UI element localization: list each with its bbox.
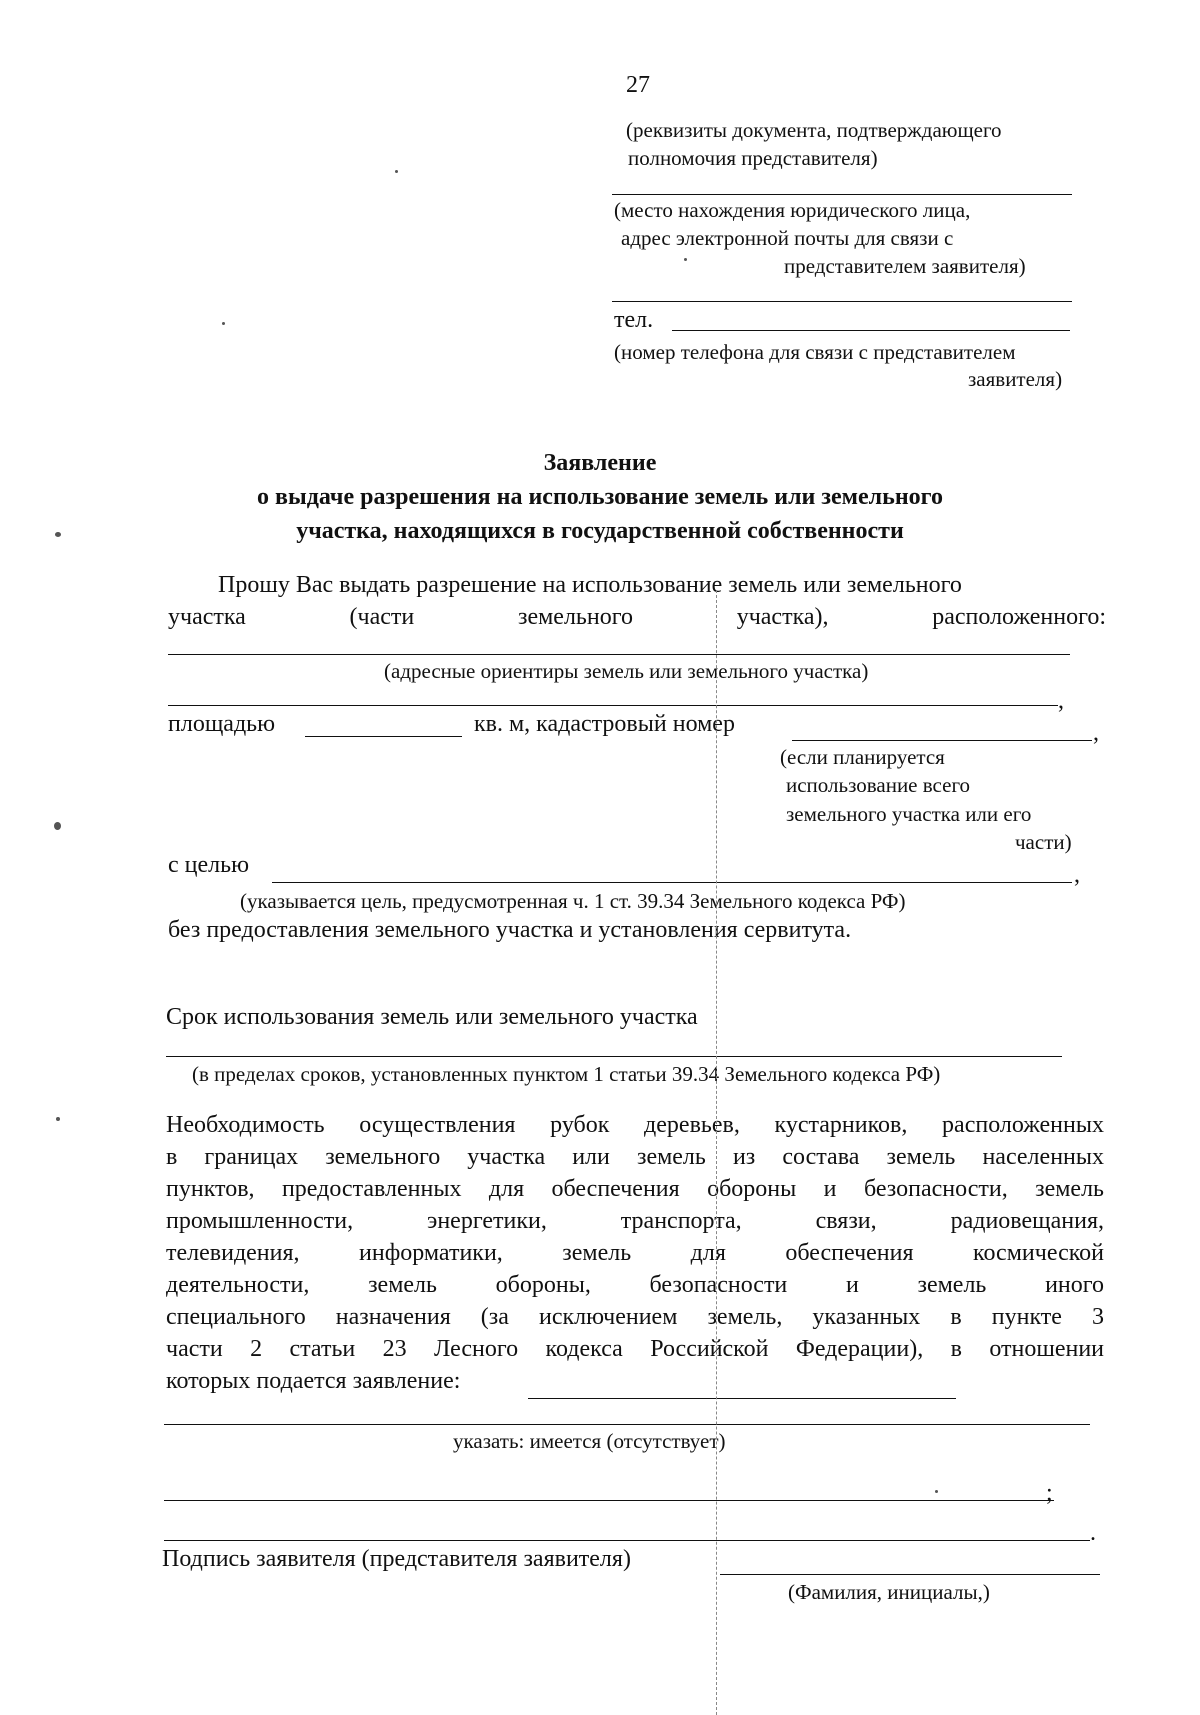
purpose-label: с целью [168,852,249,878]
felling-input-line-4[interactable] [164,1540,1090,1541]
felling-input-line-3[interactable] [164,1500,1054,1501]
tel-input-line[interactable] [672,330,1070,331]
comma: , [1093,720,1099,746]
tel-label: тел. [614,307,654,333]
purpose-tail: без предоставления земельного участка и установления сервитута. [168,917,852,943]
doc-requisites-hint-line-1: (реквизиты документа, подтверждающего [626,118,1002,142]
felling-line: пунктов, предоставленных для обеспечения обороны и безопасности, земель [166,1176,1104,1202]
felling-line: в границах земельного участка или земель из состава земель населенных [166,1144,1104,1170]
cadastral-input-line[interactable] [792,740,1092,741]
felling-last-line: которых подается заявление: [166,1368,461,1394]
request-word: участка), [736,604,829,630]
request-line-1: Прошу Вас выдать разрешение на использование земель или земельного [218,572,962,598]
felling-line: деятельности, земель обороны, безопасности и земель иного [166,1272,1104,1298]
area-label: площадью [168,711,276,737]
request-word: земельного [517,604,633,630]
signature-input-line[interactable] [720,1574,1100,1575]
document-subtitle-line-1: о выдаче разрешения на использование земель или земельного [257,484,943,510]
purpose-input-line[interactable] [272,882,1072,883]
term-hint: (в пределах сроков, установленных пунктом 1 статьи 39.34 Земельного кодекса РФ) [192,1062,941,1086]
comma: , [1074,862,1080,888]
scan-speck [222,322,225,325]
request-line-2 [168,604,1106,631]
address-line[interactable] [168,654,1070,655]
address-line-2[interactable] [168,705,1058,706]
location-hint-line-3: представителем заявителя) [784,254,1026,278]
scan-speck [54,822,61,830]
request-word: участка [168,604,246,630]
cadastral-hint-line-4: части) [1015,830,1072,854]
location-line-2[interactable] [612,301,1072,302]
doc-requisites-hint-line-2: полномочия представителя) [628,146,878,170]
felling-line: промышленности, энергетики, транспорта, связи, радиовещания, [166,1208,1104,1234]
semicolon: ; [1046,1480,1053,1506]
scan-speck [395,170,398,173]
signature-hint: (Фамилия, инициалы,) [788,1580,990,1604]
request-word: (части [349,604,415,630]
period: . [1090,1520,1096,1546]
felling-line: части 2 статьи 23 Лесного кодекса Российской Федерации), в отношении [166,1336,1104,1362]
purpose-hint: (указывается цель, предусмотренная ч. 1 ст. 39.34 Земельного кодекса РФ) [240,889,906,913]
address-hint: (адресные ориентиры земель или земельного участка) [384,659,869,683]
cadastral-hint-line-1: (если планируется [780,745,945,769]
location-hint-line-1: (место нахождения юридического лица, [614,198,971,222]
document-title: Заявление [543,450,657,476]
comma: , [1058,688,1064,714]
phone-hint-line-1: (номер телефона для связи с представителем [614,340,1016,364]
cadastral-label: кв. м, кадастровый номер [474,711,735,737]
document-subtitle-line-2: участка, находящихся в государственной собственности [296,518,904,544]
term-input-line[interactable] [166,1056,1062,1057]
felling-line: специального назначения (за исключением земель, указанных в пункте 3 [166,1304,1104,1330]
term-label: Срок использования земель или земельного участка [166,1004,698,1030]
cadastral-hint-line-2: использование всего [786,773,971,797]
scan-speck [55,532,61,537]
felling-input-line-2[interactable] [164,1424,1090,1425]
signature-label: Подпись заявителя (представителя заявителя) [162,1546,631,1572]
scan-fold-line [716,590,717,1715]
felling-line: телевидения, информатики, земель для обеспечения космической [166,1240,1104,1266]
location-hint-line-2: адрес электронной почты для связи с [621,226,954,250]
scan-speck [56,1117,60,1121]
scan-speck [684,258,687,261]
request-word: расположенного: [932,604,1106,630]
location-line[interactable] [612,194,1072,195]
felling-hint: указать: имеется (отсутствует) [453,1429,726,1453]
page-number: 27 [626,72,650,98]
area-input-line[interactable] [305,736,462,737]
cadastral-hint-line-3: земельного участка или его [786,802,1032,826]
phone-hint-line-2: заявителя) [968,367,1063,391]
felling-input-line[interactable] [528,1398,956,1399]
felling-line: Необходимость осуществления рубок деревьев, кустарников, расположенных [166,1112,1104,1138]
scan-speck [935,1490,938,1493]
